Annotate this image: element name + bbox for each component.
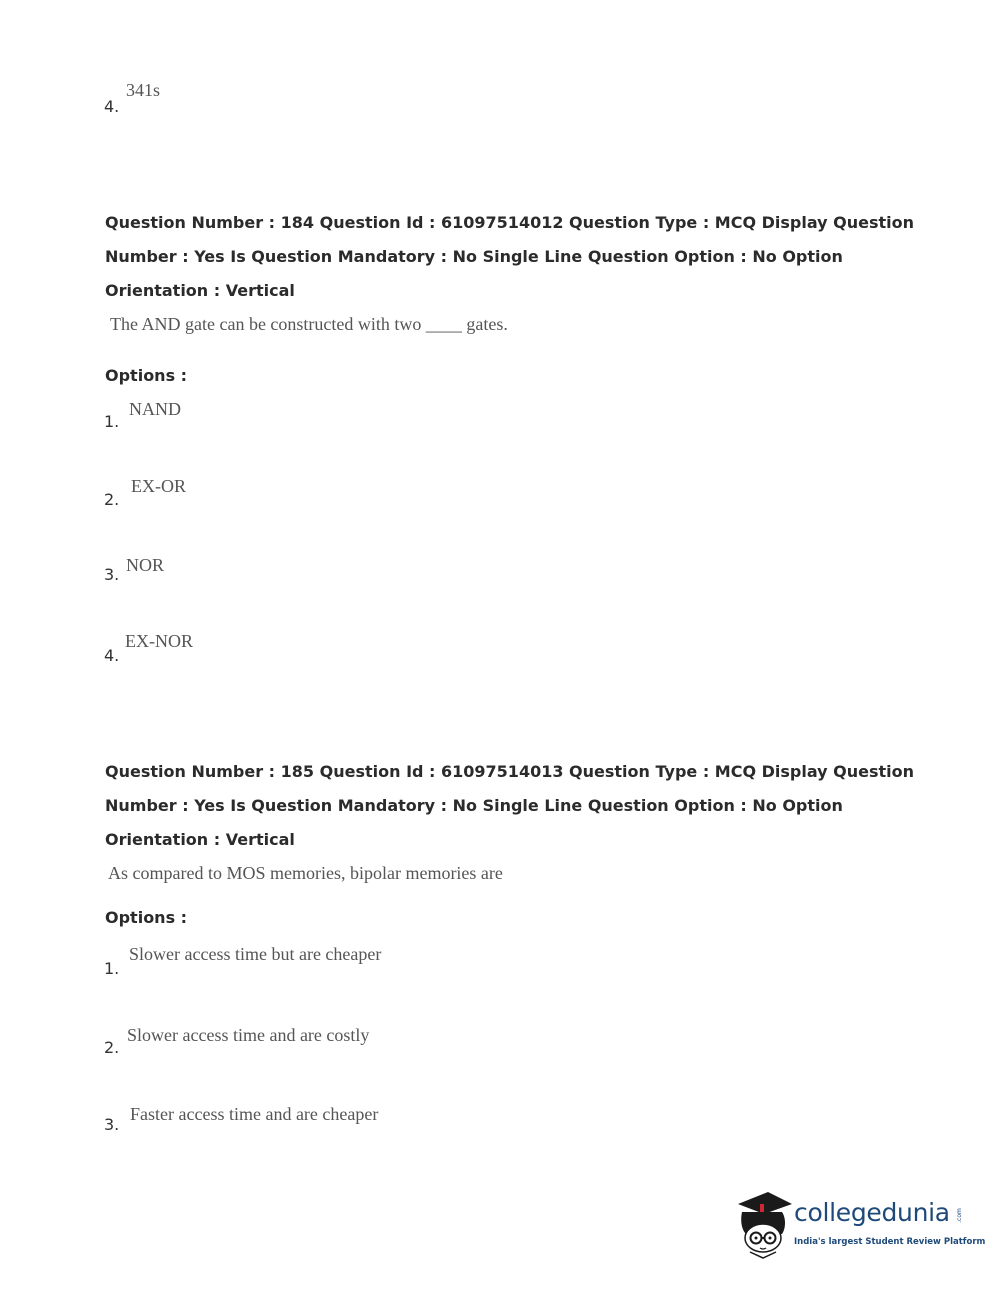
q184-option-4-text: EX-NOR <box>125 631 193 651</box>
q185-option-2-text: Slower access time and are costly <box>127 1025 370 1045</box>
q184-options-label: Options : <box>105 366 188 385</box>
q185-option-3-number: 3. <box>104 1115 120 1134</box>
q184-option-3-number: 3. <box>104 565 120 584</box>
q184-meta-line-2: Number : Yes Is Question Mandatory : No Single Line Question Option : No Option <box>105 247 843 266</box>
q184-option-2-number: 2. <box>104 490 120 509</box>
q184-option-1-text: NAND <box>129 399 181 419</box>
q185-option-3-text: Faster access time and are cheaper <box>130 1104 379 1124</box>
q185-option-1-number: 1. <box>104 959 120 978</box>
q184-meta-line-3: Orientation : Vertical <box>105 281 295 300</box>
q185-meta-line-1: Question Number : 185 Question Id : 61097514013 Question Type : MCQ Display Question <box>105 762 915 781</box>
q184-option-2-text: EX-OR <box>131 476 186 496</box>
logo-wordmark: collegedunia <box>794 1198 950 1227</box>
q185-question-text: As compared to MOS memories, bipolar memories are <box>108 863 503 883</box>
q184-option-4-number: 4. <box>104 646 120 665</box>
q184-option-3-text: NOR <box>126 555 165 575</box>
collegedunia-logo <box>734 1188 986 1260</box>
q185-option-2-number: 2. <box>104 1038 120 1057</box>
student-mascot-icon <box>734 1188 794 1260</box>
logo-suffix: .com <box>955 1208 963 1223</box>
q184-meta-line-1: Question Number : 184 Question Id : 61097514012 Question Type : MCQ Display Question <box>105 213 915 232</box>
q185-meta-line-3: Orientation : Vertical <box>105 830 295 849</box>
prev-option-number: 4. <box>104 97 120 116</box>
prev-option-text: 341s <box>126 80 161 100</box>
q184-option-1-number: 1. <box>104 412 120 431</box>
q185-option-1-text: Slower access time but are cheaper <box>129 944 382 964</box>
q185-meta-line-2: Number : Yes Is Question Mandatory : No Single Line Question Option : No Option <box>105 796 843 815</box>
q185-options-label: Options : <box>105 908 188 927</box>
logo-tagline: India's largest Student Review Platform <box>794 1237 986 1247</box>
q184-question-text: The AND gate can be constructed with two ____ gates. <box>110 314 508 334</box>
